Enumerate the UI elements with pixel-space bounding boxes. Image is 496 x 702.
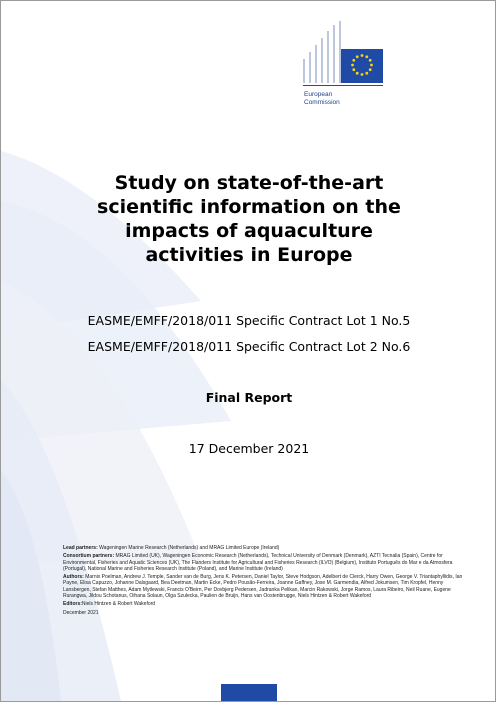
- consortium-partners-label: Consortium partners:: [63, 553, 115, 560]
- authors-label: Authors:: [63, 574, 84, 581]
- eu-blue-bar: [221, 684, 277, 701]
- credits-date: December 2021: [63, 609, 99, 616]
- title-line-4: activities in Europe: [145, 244, 353, 266]
- logo-line-commission: Commission: [304, 99, 340, 106]
- consortium-partners-text: MRAG Limited (UK), Wageningen Economic Research (Netherlands), Technical University of Denmark (Denmark), AZTI Tecnalia (Spain), Centre for Environmental, Fisheries and Aquatic Sciences (UK), The Flanders Institute for Agricultural and Fisheries Research (ILVO) (Belgium), Instituto Português do Mar e da Atmosfera (Portugal), National Marine and Fisheries Research Institute (Poland), and Marine Institute (Ireland): [63, 553, 453, 572]
- contract-reference-lot-1: EASME/EMFF/2018/011 Specific Contract Lot 1 No.5: [87, 313, 411, 328]
- contract-reference-lot-2: EASME/EMFF/2018/011 Specific Contract Lot 2 No.6: [87, 339, 411, 354]
- editors-label: Editors:: [63, 601, 82, 608]
- report-type: Final Report: [205, 390, 293, 405]
- credits-block: [63, 545, 471, 618]
- logo-text: [304, 91, 340, 107]
- logo-line-european: European: [304, 91, 333, 98]
- title-line-2: scientific information on the: [97, 196, 401, 218]
- report-title: [41, 171, 457, 267]
- editors: [63, 601, 471, 607]
- title-line-3: impacts of aquaculture: [125, 220, 373, 242]
- consortium-partners: [63, 553, 471, 572]
- editors-text: Niels Hintzen & Robert Wakeford: [81, 601, 156, 608]
- report-date: 17 December 2021: [188, 441, 310, 456]
- title-line-1: Study on state-of-the-art: [114, 172, 384, 194]
- authors: [63, 574, 471, 599]
- lead-partners-label: Lead partners:: [63, 545, 98, 551]
- authors-text: Marnix Poelman, Andrew J. Temple, Sander van de Burg, Jens K. Petersen, Daniel Taylor, Steve Hodgson, Adelbert de Clerck, Harry Owen, George V. Triantaphyllidis, Ian Payne, Elisa Capuzzo, Johanne Dalsgaard, Bea Deetman, Martin Ecke, Pedro Pousão-Ferreira, Joanne Gaffney, Jose M. Garmendia, Alfred Jokumsen, Tim Kropfel, Henny Lansbergen, Stefan Matthes, Adam Mytlewski, Francis O'Beirn, Per Dovbjerg Pedersen, Jadranka Pelikan, Marcin Rakowski, Jorge Ramos, Laura Ribeiro, Neil Ruane, Eugene Rurangwa, Jildou Schotanus, Oihana Solaun, Olga Szulecka, Paulien de Bruijn, Hans van Oostenbrugge, Niels Hintzen & Robert Wakeford: [63, 574, 463, 599]
- lead-partners-text: Wageningen Marine Research (Netherlands) and MRAG Limited Europe (Ireland): [97, 545, 280, 551]
- lead-partners: [63, 545, 471, 551]
